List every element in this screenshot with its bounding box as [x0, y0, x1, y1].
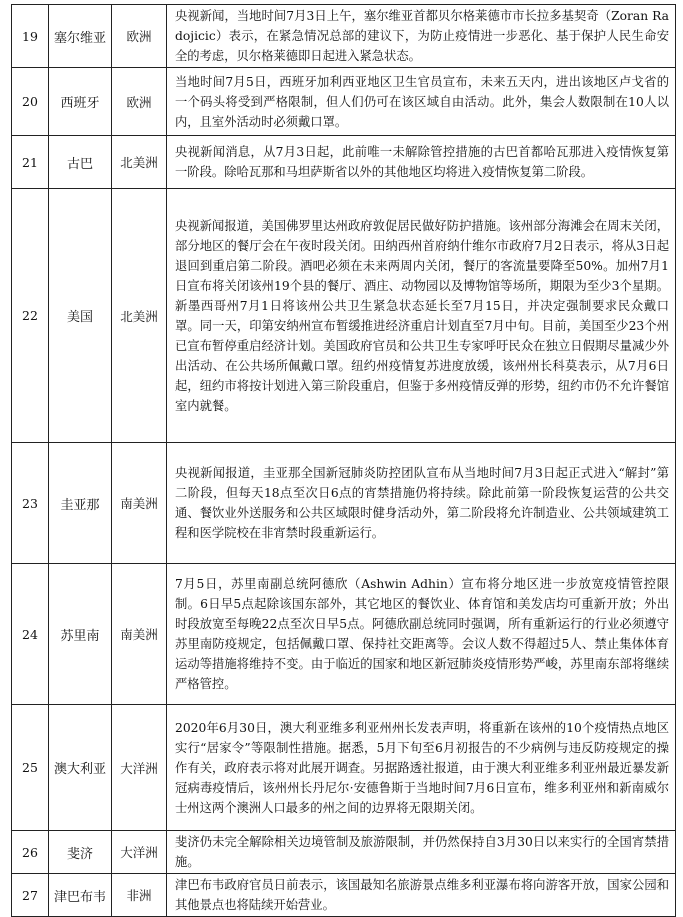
continent-cell: 南美洲 — [112, 443, 167, 564]
description-cell: 央视新闻消息，从7月3日起，此前唯一未解除管控措施的古巴首都哈瓦那进入疫情恢复第一阶段。除哈瓦那和马坦萨斯省以外的其他地区均将进入疫情恢复第二阶段。 — [167, 136, 676, 189]
country-cell: 塞尔维亚 — [49, 5, 112, 68]
continent-cell: 欧洲 — [112, 68, 167, 136]
continent-cell: 大洋洲 — [112, 705, 167, 831]
country-cell: 圭亚那 — [49, 443, 112, 564]
row-number-cell: 27 — [12, 874, 49, 917]
continent-cell: 非洲 — [112, 874, 167, 917]
measures-table — [11, 4, 676, 917]
description-cell: 央视新闻，当地时间7月3日上午，塞尔维亚首都贝尔格莱德市市长拉多基契奇（Zoran Radojicic）表示，在紧急情况总部的建议下，为防止疫情进一步恶化、基于保护人民生命安全的考虑，贝尔格莱德即日起进入紧急状态。 — [167, 5, 676, 68]
table-row — [12, 189, 676, 443]
table-row — [12, 68, 676, 136]
table-row — [12, 705, 676, 831]
table-row — [12, 831, 676, 874]
row-number-cell: 19 — [12, 5, 49, 68]
row-number-cell: 24 — [12, 564, 49, 705]
country-cell: 津巴布韦 — [49, 874, 112, 917]
description-cell: 津巴布韦政府官员日前表示，该国最知名旅游景点维多利亚瀑布将向游客开放，国家公园和其他景点也将陆续开始营业。 — [167, 874, 676, 917]
table-row — [12, 874, 676, 917]
table-row — [12, 5, 676, 68]
continent-cell: 南美洲 — [112, 564, 167, 705]
row-number-cell: 23 — [12, 443, 49, 564]
description-cell: 2020年6月30日，澳大利亚维多利亚州州长发表声明，将重新在该州的10个疫情热点地区实行“居家令”等限制性措施。据悉，5月下旬至6月初报告的不少病例与违反防疫规定的操作有关，政府表示将对此展开调查。另据路透社报道，由于澳大利亚维多利亚州最近暴发新冠病毒疫情后，该州州长丹尼尔·安德鲁斯于当地时间7月6日宣布，维多利亚州和新南威尔士州这两个澳洲人口最多的州之间的边界将无限期关闭。 — [167, 705, 676, 831]
country-cell: 西班牙 — [49, 68, 112, 136]
table-row — [12, 443, 676, 564]
row-number-cell: 25 — [12, 705, 49, 831]
table-row — [12, 564, 676, 705]
continent-cell: 北美洲 — [112, 136, 167, 189]
country-cell: 澳大利亚 — [49, 705, 112, 831]
country-cell: 美国 — [49, 189, 112, 443]
country-cell: 古巴 — [49, 136, 112, 189]
row-number-cell: 20 — [12, 68, 49, 136]
continent-cell: 大洋洲 — [112, 831, 167, 874]
row-number-cell: 22 — [12, 189, 49, 443]
continent-cell: 北美洲 — [112, 189, 167, 443]
table-row — [12, 136, 676, 189]
table-body — [12, 5, 676, 917]
description-cell: 央视新闻报道，美国佛罗里达州政府敦促居民做好防护措施。该州部分海滩会在周末关闭，部分地区的餐厅会在午夜时段关闭。田纳西州首府纳什维尔市政府7月2日表示，将从3日起退回到重启第二阶段。酒吧必须在未来两周内关闭，餐厅的客流量要降至50%。加州7月1日宣布将关闭该州19个县的餐厅、酒庄、动物园以及博物馆等场所，期限为至少3个星期。新墨西哥州7月1日将该州公共卫生紧急状态延长至7月15日，并决定强制要求民众戴口罩。同一天，印第安纳州宣布暂缓推进经济重启计划直至7月中旬。目前，美国至少23个州已宣布暂停重启经济计划。美国政府官员和公共卫生专家呼吁民众在独立日假期尽量减少外出活动、在公共场所佩戴口罩。纽约州疫情复苏进度放缓，该州州长科莫表示，从7月6日起，纽约市将按计划进入第三阶段重启，但鉴于多州疫情反弹的形势，纽约市仍不允许餐馆室内就餐。 — [167, 189, 676, 443]
continent-cell: 欧洲 — [112, 5, 167, 68]
row-number-cell: 21 — [12, 136, 49, 189]
measures-table-container — [11, 4, 676, 912]
description-cell: 7月5日，苏里南副总统阿德欣（Ashwin Adhin）宣布将分地区进一步放宽疫情管控限制。6日早5点起除该国东部外，其它地区的餐饮业、体育馆和美发店均可重新开放；外出时段放宽至每晚22点至次日早5点。阿德欣副总统同时强调，所有重新运行的行业必须遵守苏里南防疫规定，包括佩戴口罩、保持社交距离等。会议人数不得超过5人、禁止集体体育运动等措施将维持不变。由于临近的国家和地区新冠肺炎疫情形势严峻，苏里南东部将继续严格管控。 — [167, 564, 676, 705]
description-cell: 央视新闻报道，圭亚那全国新冠肺炎防控团队宣布从当地时间7月3日起正式进入“解封”第二阶段，但每天18点至次日6点的宵禁措施仍将持续。除此前第一阶段恢复运营的公共交通、餐饮业外送服务和公共区域限时健身活动外，第二阶段将允许制造业、公共领域建筑工程和医学院校在非宵禁时段重新运行。 — [167, 443, 676, 564]
description-cell: 当地时间7月5日，西班牙加利西亚地区卫生官员宣布，未来五天内，进出该地区卢戈省的一个码头将受到严格限制，但人们仍可在该区域自由活动。此外，集会人数限制在10人以内，且室外活动时必须戴口罩。 — [167, 68, 676, 136]
row-number-cell: 26 — [12, 831, 49, 874]
description-cell: 斐济仍未完全解除相关边境管制及旅游限制，并仍然保持自3月30日以来实行的全国宵禁措施。 — [167, 831, 676, 874]
country-cell: 苏里南 — [49, 564, 112, 705]
country-cell: 斐济 — [49, 831, 112, 874]
